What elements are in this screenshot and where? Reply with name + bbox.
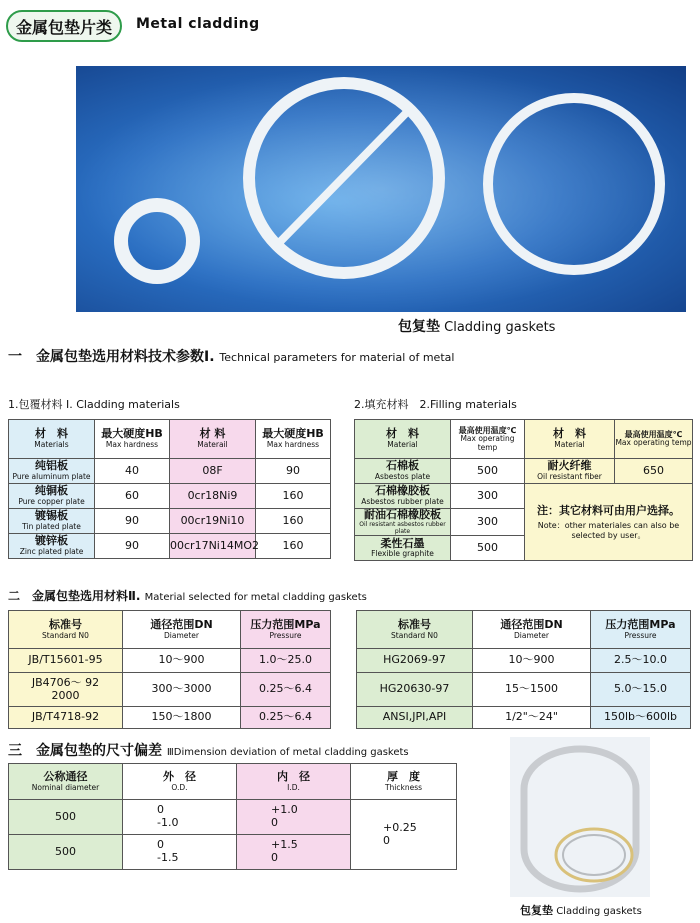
- cell-text-zh: 柔性石墨: [380, 536, 425, 550]
- table-cell: [9, 459, 95, 484]
- cell-text-zh: 材 料: [553, 427, 586, 441]
- gasket-photo-caption-zh: 包复垫: [520, 904, 553, 917]
- table-cell: JB/T15601-95: [9, 649, 123, 673]
- cell-text-zh: 最高使用温度℃: [458, 425, 517, 435]
- cell-text-zh: 材 料: [199, 427, 226, 441]
- section2-title: [8, 587, 367, 604]
- table-cell: 150lb～600lb: [591, 707, 691, 729]
- table-cell: +0.25 0: [351, 800, 457, 870]
- table-cell: [9, 484, 95, 509]
- cell-text-zh: 通径范围DN: [500, 617, 563, 631]
- cell-text-en: Materail: [197, 440, 228, 449]
- table-row: [9, 459, 331, 484]
- cell-text-en: Materials: [34, 440, 69, 449]
- cell-text-zh: 压力范围MPa: [605, 617, 676, 631]
- table-row: [357, 649, 691, 673]
- table-cell: 0 -1.0: [123, 800, 237, 835]
- cell-text-en: Flexible graphite: [371, 549, 434, 559]
- table-cell: 15～1500: [473, 673, 591, 707]
- cell-text-zh: 纯铜板: [35, 484, 68, 498]
- cell-text-en: Pure aluminum plate: [12, 472, 91, 481]
- table-cell: 160: [256, 509, 331, 534]
- table-cell: HG2069-97: [357, 649, 473, 673]
- table-cell: +1.0 0: [237, 800, 351, 835]
- table-cell: 160: [256, 534, 331, 559]
- standards-right-table: [356, 610, 691, 729]
- table-row: [9, 649, 331, 673]
- table-cell: 10～900: [473, 649, 591, 673]
- cell-text-en: Material: [554, 440, 585, 449]
- product-photo: [76, 66, 686, 312]
- table-cell: 300～3000: [123, 673, 241, 707]
- gasket-rings-image: [76, 66, 686, 312]
- cell-text-en: Max hardness: [105, 440, 159, 449]
- table-cell: 500: [9, 835, 123, 870]
- table-row: [9, 707, 331, 729]
- table-cell: 300: [451, 484, 525, 509]
- cell-text-en: Material: [387, 440, 418, 449]
- table-cell: [9, 611, 123, 649]
- cell-text-zh: 耐油石棉橡胶板: [364, 508, 441, 521]
- cell-text-zh: 镀锌板: [35, 534, 68, 548]
- oval-gasket-image: [510, 737, 650, 897]
- cell-text-zh: 材 料: [386, 427, 419, 441]
- header-cell: [615, 420, 693, 459]
- section2-title-en: Material selected for metal cladding gaskets: [144, 592, 367, 603]
- filling-table: [354, 419, 693, 561]
- cell-text-zh: 石棉板: [386, 459, 419, 473]
- table-cell: 00cr19Ni10: [170, 509, 256, 534]
- cell-text-en: Max operating temp: [460, 433, 515, 452]
- table-cell: ANSI,JPI,API: [357, 707, 473, 729]
- table-header-row: [9, 420, 331, 459]
- table-cell: [9, 764, 123, 800]
- cell-text-zh: 标准号: [398, 617, 431, 631]
- section1-title: [8, 346, 454, 366]
- table-cell: 60: [95, 484, 170, 509]
- cell-text-en: Zinc plated plate: [19, 547, 84, 556]
- cell-text-zh: 纯铝板: [35, 459, 68, 473]
- gasket-photo-caption: [520, 902, 642, 918]
- header-cell: [355, 420, 451, 459]
- table-cell: 1/2"～24": [473, 707, 591, 729]
- category-title-en: Metal cladding: [136, 16, 260, 32]
- photo-caption-zh: 包复垫: [398, 319, 440, 335]
- table-row: [357, 707, 691, 729]
- table-cell: [9, 534, 95, 559]
- cell-text-en: I.D.: [287, 782, 300, 792]
- table-row: [355, 484, 693, 509]
- note-en: Note：other materiales can also be selected by user。: [537, 521, 680, 540]
- filling-subtitle: 2.填充材料 2.Filling materials: [354, 398, 517, 411]
- category-title: 金属包垫片类: [15, 17, 112, 37]
- table-cell: 08F: [170, 459, 256, 484]
- table-row: [9, 534, 331, 559]
- table-cell: 650: [615, 459, 693, 484]
- table-row: [9, 800, 457, 835]
- cell-text-en: Diameter: [163, 630, 199, 640]
- table-cell: 500: [451, 536, 525, 561]
- table-header-row: [357, 611, 691, 649]
- table-cell: 150～1800: [123, 707, 241, 729]
- table-cell: +1.5 0: [237, 835, 351, 870]
- cell-text-en: Nominal diameter: [31, 782, 100, 792]
- photo-caption: [398, 316, 555, 336]
- table-cell: [123, 764, 237, 800]
- table-cell: [355, 484, 451, 509]
- cell-text-en: Pressure: [269, 630, 302, 640]
- cladding-table: [8, 419, 331, 559]
- table-cell: 10～900: [123, 649, 241, 673]
- table-cell: 2.5～10.0: [591, 649, 691, 673]
- cell-text-zh: 公称通径: [43, 769, 88, 783]
- cell-text-zh: 镀锡板: [35, 509, 68, 523]
- cell-text-en: Pressure: [624, 630, 657, 640]
- cell-text-zh: 最高使用温度℃: [624, 430, 683, 440]
- table-cell: [351, 764, 457, 800]
- cell-text-zh: 通径范围DN: [150, 617, 213, 631]
- table-header-row: [9, 611, 331, 649]
- header-cell: [256, 420, 331, 459]
- cell-text-en: Standard N0: [42, 630, 89, 640]
- table-cell: 00cr17Ni14MO2: [170, 534, 256, 559]
- cell-text-en: Tin plated plate: [22, 522, 81, 531]
- section2-title-zh: 二 金属包垫选用材料Ⅱ.: [8, 589, 141, 603]
- header-cell: [525, 420, 615, 459]
- cell-text-en: O.D.: [171, 782, 188, 792]
- gasket-photo-2: [510, 737, 650, 897]
- table-row: [9, 484, 331, 509]
- cell-text-zh: 压力范围MPa: [250, 617, 321, 631]
- section1-title-en: Technical parameters for material of metal: [219, 351, 455, 364]
- cell-text-zh: 耐火纤维: [547, 459, 592, 473]
- table-cell: 0.25～6.4: [241, 707, 331, 729]
- section3-title-zh: 三 金属包垫的尺寸偏差: [8, 743, 162, 759]
- table-cell: 1.0～25.0: [241, 649, 331, 673]
- dimension-table: [8, 763, 457, 870]
- table-cell: 300: [451, 509, 525, 536]
- table-cell: JB4706～ 92 2000: [9, 673, 123, 707]
- table-header-row: [355, 420, 693, 459]
- table-cell: HG20630-97: [357, 673, 473, 707]
- table-cell: 500: [9, 800, 123, 835]
- cladding-subtitle: 1.包覆材料 Ⅰ. Cladding materials: [8, 398, 180, 411]
- table-cell: [241, 611, 331, 649]
- table-cell: [123, 611, 241, 649]
- cell-text-zh: 最大硬度HB: [262, 427, 324, 441]
- cell-text-zh: 厚 度: [387, 769, 420, 783]
- table-cell: 40: [95, 459, 170, 484]
- table-cell: [357, 611, 473, 649]
- note-cell: [525, 484, 693, 561]
- cell-text-en: Oil resistant asbestos rubber plate: [359, 520, 446, 535]
- table-cell: 90: [95, 509, 170, 534]
- table-row: [355, 459, 693, 484]
- table-cell: 0.25～6.4: [241, 673, 331, 707]
- table-cell: 160: [256, 484, 331, 509]
- cell-text-en: Standard N0: [391, 630, 438, 640]
- cell-text-en: Diameter: [513, 630, 549, 640]
- table-row: [9, 673, 331, 707]
- section1-title-zh: 一 金属包垫选用材料技术参数Ⅰ.: [8, 349, 215, 365]
- cell-text-zh: 材 料: [35, 427, 68, 441]
- cell-text-en: Asbestos plate: [374, 472, 431, 481]
- table-row: [357, 673, 691, 707]
- cell-text-zh: 外 径: [163, 769, 196, 783]
- table-cell: JB/T4718-92: [9, 707, 123, 729]
- gasket-photo-caption-en: Cladding gaskets: [556, 906, 642, 917]
- table-cell: 5.0～15.0: [591, 673, 691, 707]
- table-cell: [355, 536, 451, 561]
- section3-title-en: ⅢDimension deviation of metal cladding gaskets: [166, 747, 409, 758]
- cell-text-en: Oil resistant fiber: [537, 472, 602, 481]
- header-cell: [451, 420, 525, 459]
- table-cell: 90: [256, 459, 331, 484]
- standards-left-table: [8, 610, 331, 729]
- header-cell: [9, 420, 95, 459]
- table-cell: 0cr18Ni9: [170, 484, 256, 509]
- cell-text-zh: 最大硬度HB: [101, 427, 163, 441]
- table-cell: 500: [451, 459, 525, 484]
- cell-text-en: Max hardness: [266, 440, 320, 449]
- table-cell: [473, 611, 591, 649]
- cell-text-en: Pure copper plate: [18, 497, 85, 506]
- table-cell: [525, 459, 615, 484]
- cell-text-zh: 标准号: [49, 617, 82, 631]
- table-row: [9, 509, 331, 534]
- table-cell: [9, 509, 95, 534]
- header-cell: [95, 420, 170, 459]
- cell-text-zh: 石棉橡胶板: [375, 484, 430, 498]
- cell-text-en: Max operating temp: [615, 438, 692, 448]
- note-zh: 注：其它材料可由用户选择。: [537, 503, 680, 517]
- table-cell: [355, 459, 451, 484]
- table-cell: 90: [95, 534, 170, 559]
- cell-text-en: Thickness: [384, 782, 423, 792]
- cell-text-en: Asbestos rubber plate: [361, 497, 444, 506]
- table-cell: [237, 764, 351, 800]
- photo-caption-en: Cladding gaskets: [444, 320, 556, 335]
- header-cell: [170, 420, 256, 459]
- section3-title: [8, 740, 409, 760]
- table-cell: 0 -1.5: [123, 835, 237, 870]
- cell-text-zh: 内 径: [277, 769, 310, 783]
- table-cell: [591, 611, 691, 649]
- table-cell: [355, 509, 451, 536]
- table-header-row: [9, 764, 457, 800]
- category-pill: [6, 10, 122, 42]
